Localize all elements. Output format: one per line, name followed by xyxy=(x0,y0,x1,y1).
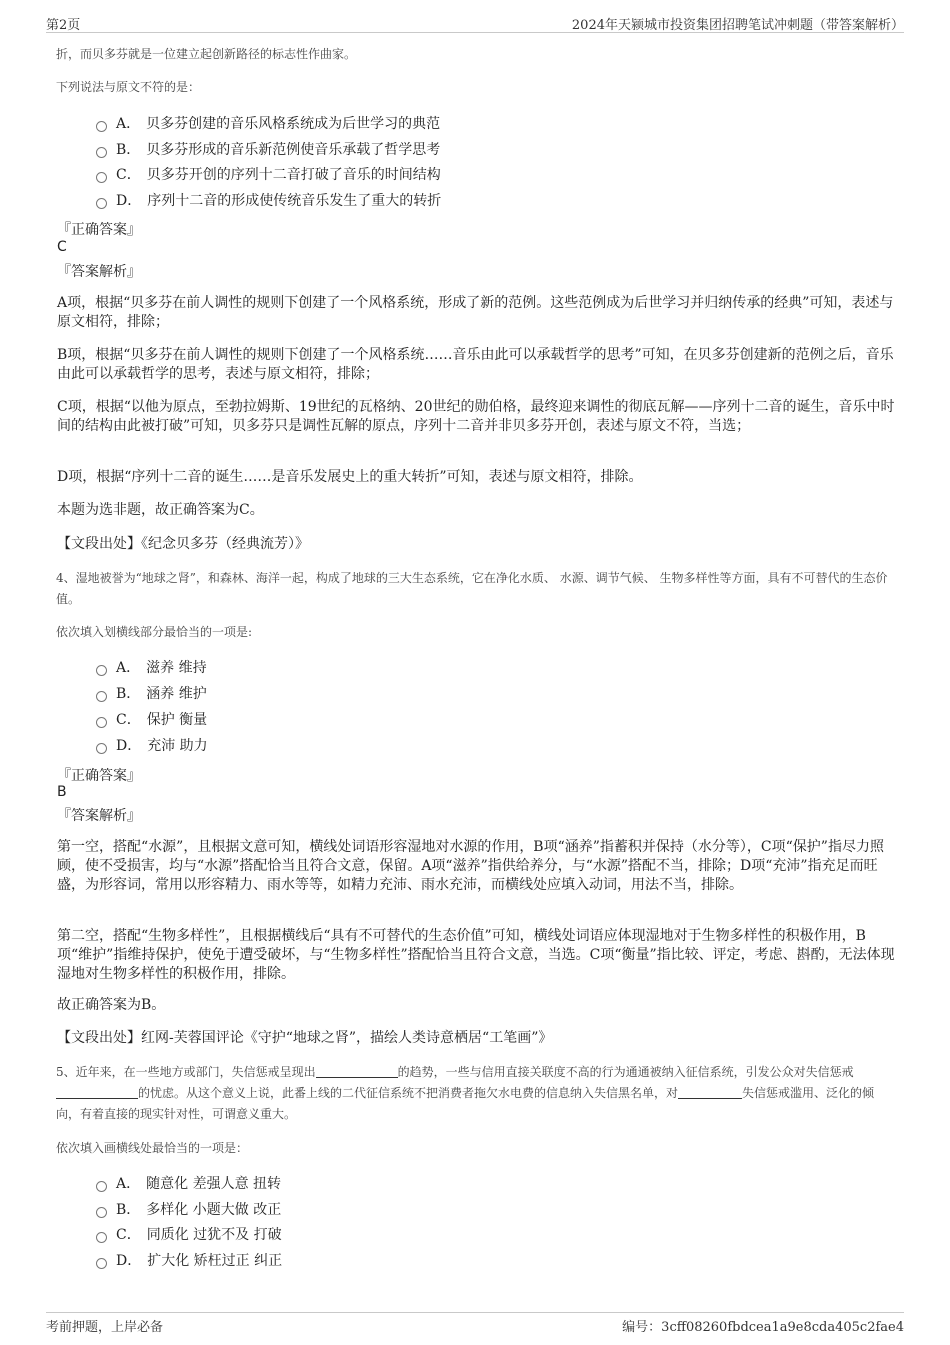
radio-icon[interactable] xyxy=(96,1258,107,1269)
q3-answer-label: 『正确答案』 xyxy=(57,222,141,238)
radio-icon[interactable] xyxy=(96,717,107,728)
radio-icon[interactable] xyxy=(96,1181,107,1192)
radio-icon[interactable] xyxy=(96,121,107,132)
radio-icon[interactable] xyxy=(96,172,107,183)
radio-icon[interactable] xyxy=(96,665,107,676)
q4-source: 【文段出处】红网-芙蓉国评论《守护“地球之肾”，描绘人类诗意栖居“工笔画”》 xyxy=(57,1030,553,1046)
blank-3 xyxy=(678,1086,742,1099)
q3-option-a[interactable]: A． 贝多芬创建的音乐风格系统成为后世学习的典范 xyxy=(96,114,440,134)
q4-stem: 4、湿地被誉为“地球之肾”，和森林、海洋一起，构成了地球的三大生态系统，它在净化水质、 水源、调节气候、 生物多样性等方面，具有不可替代的生态价值。 xyxy=(56,571,888,606)
document-id: 编号：3cff08260fbdcea1a9e8cda405c2fae4 xyxy=(622,1320,904,1335)
page-footer xyxy=(46,1312,904,1335)
q3-answer: C xyxy=(57,239,67,255)
q5-option-c[interactable]: C． 同质化 过犹不及 打破 xyxy=(96,1225,282,1245)
q4-answer-label: 『正确答案』 xyxy=(57,768,141,784)
q3-conclusion: 本题为选非题，故正确答案为C。 xyxy=(57,502,264,518)
q4-analysis-1: 第一空，搭配“水源”，且根据文意可知，横线处词语形容湿地对水源的作用，B项“涵养”指蓄积并保持（水分等），C项“保护”指尽力照顾，使不受损害，均与“水源”搭配恰当且符合文意，保留。A项“滋养”指供给养分，与“水源”搭配不当，排除；D项“充沛”指充足而旺盛，为形容词，常用以形容精力、雨水等等，如精力充沛、雨水充沛，而横线处应填入动词，用法不当，排除。 xyxy=(57,839,884,893)
radio-icon[interactable] xyxy=(96,691,107,702)
q5-option-d[interactable]: D． 扩大化 矫枉过正 纠正 xyxy=(96,1251,282,1271)
q3-option-d[interactable]: D． 序列十二音的形成使传统音乐发生了重大的转折 xyxy=(96,191,441,211)
q3-option-c[interactable]: C． 贝多芬开创的序列十二音打破了音乐的时间结构 xyxy=(96,165,441,185)
q3-analysis-label: 『答案解析』 xyxy=(57,264,141,280)
q4-option-d[interactable]: D． 充沛 助力 xyxy=(96,736,208,756)
q3-analysis-b: B项，根据“贝多芬在前人调性的规则下创建了一个风格系统……音乐由此可以承载哲学的思考”可知，在贝多芬创建新的范例之后，音乐由此可以承载哲学的思考，表述与原文相符，排除； xyxy=(57,347,894,382)
q5-option-a[interactable]: A． 随意化 差强人意 扭转 xyxy=(96,1174,281,1194)
q3-source: 【文段出处】《纪念贝多芬（经典流芳）》 xyxy=(57,536,309,552)
radio-icon[interactable] xyxy=(96,147,107,158)
radio-icon[interactable] xyxy=(96,198,107,209)
q5-prompt: 依次填入画横线处最恰当的一项是： xyxy=(56,1141,249,1155)
blank-1 xyxy=(316,1065,398,1078)
q4-answer: B xyxy=(57,784,67,800)
q4-analysis-label: 『答案解析』 xyxy=(57,808,141,824)
q3-analysis-c: C项，根据“以他为原点，至勃拉姆斯、19世纪的瓦格纳、20世纪的勋伯格，最终迎来调性的彻底瓦解——序列十二音的诞生，音乐中时间的结构由此被打破”可知，贝多芬只是调性瓦解的原点，序列十二音并非贝多芬开创，表述与原文不符，当选； xyxy=(57,399,895,434)
q4-prompt: 依次填入划横线部分最恰当的一项是: xyxy=(56,625,253,639)
q5-stem: 5、近年来，在一些地方或部门，失信惩戒呈现出 的趋势，一些与信用直接关联度不高的行为通通被纳入征信系统，引发公众对失信惩戒的忧虑。从这个意义上说，此番上线的二代征信系统不把消费者拖欠水电费的信息纳入失信黑名单，对 失信惩戒滥用、泛化的倾向，有着直接的现实针对性，可谓意义重大。 xyxy=(56,1065,875,1121)
radio-icon[interactable] xyxy=(96,1207,107,1218)
radio-icon[interactable] xyxy=(96,1232,107,1243)
q4-option-a[interactable]: A． 滋养 维持 xyxy=(96,658,207,678)
q4-analysis-2: 第二空，搭配“生物多样性”，且根据横线后“具有不可替代的生态价值”可知，横线处词语应体现湿地对于生物多样性的积极作用，B项“维护”指维持保护，使免于遭受破坏，与“生物多样性”搭配恰当且符合文意，当选。C项“衡量”指比较、评定，考虑、斟酌，无法体现湿地对生物多样性的积极作用，排除。 xyxy=(57,928,895,982)
q4-option-c[interactable]: C． 保护 衡量 xyxy=(96,710,207,730)
q4-option-b[interactable]: B． 涵养 维护 xyxy=(96,684,207,704)
q4-conclusion: 故正确答案为B。 xyxy=(57,997,166,1013)
page-number: 第2页 xyxy=(46,18,81,33)
q3-prompt: 下列说法与原文不符的是： xyxy=(56,80,201,94)
blank-2 xyxy=(56,1086,138,1099)
q3-analysis-a: A项，根据“贝多芬在前人调性的规则下创建了一个风格系统，形成了新的范例。这些范例成为后世学习并归纳传承的经典”可知，表述与原文相符，排除； xyxy=(57,295,894,330)
page-header xyxy=(46,12,904,33)
passage-end: 折，而贝多芬就是一位建立起创新路径的标志性作曲家。 xyxy=(56,47,357,61)
footer-slogan: 考前押题，上岸必备 xyxy=(46,1320,164,1335)
q3-option-b[interactable]: B． 贝多芬形成的音乐新范例使音乐承载了哲学思考 xyxy=(96,140,440,160)
document-title: 2024年天颍城市投资集团招聘笔试冲刺题（带答案解析） xyxy=(571,18,904,33)
q3-analysis-d: D项，根据“序列十二音的诞生……是音乐发展史上的重大转折”可知，表述与原文相符，排除。 xyxy=(57,469,643,485)
q5-option-b[interactable]: B． 多样化 小题大做 改正 xyxy=(96,1200,281,1220)
radio-icon[interactable] xyxy=(96,743,107,754)
